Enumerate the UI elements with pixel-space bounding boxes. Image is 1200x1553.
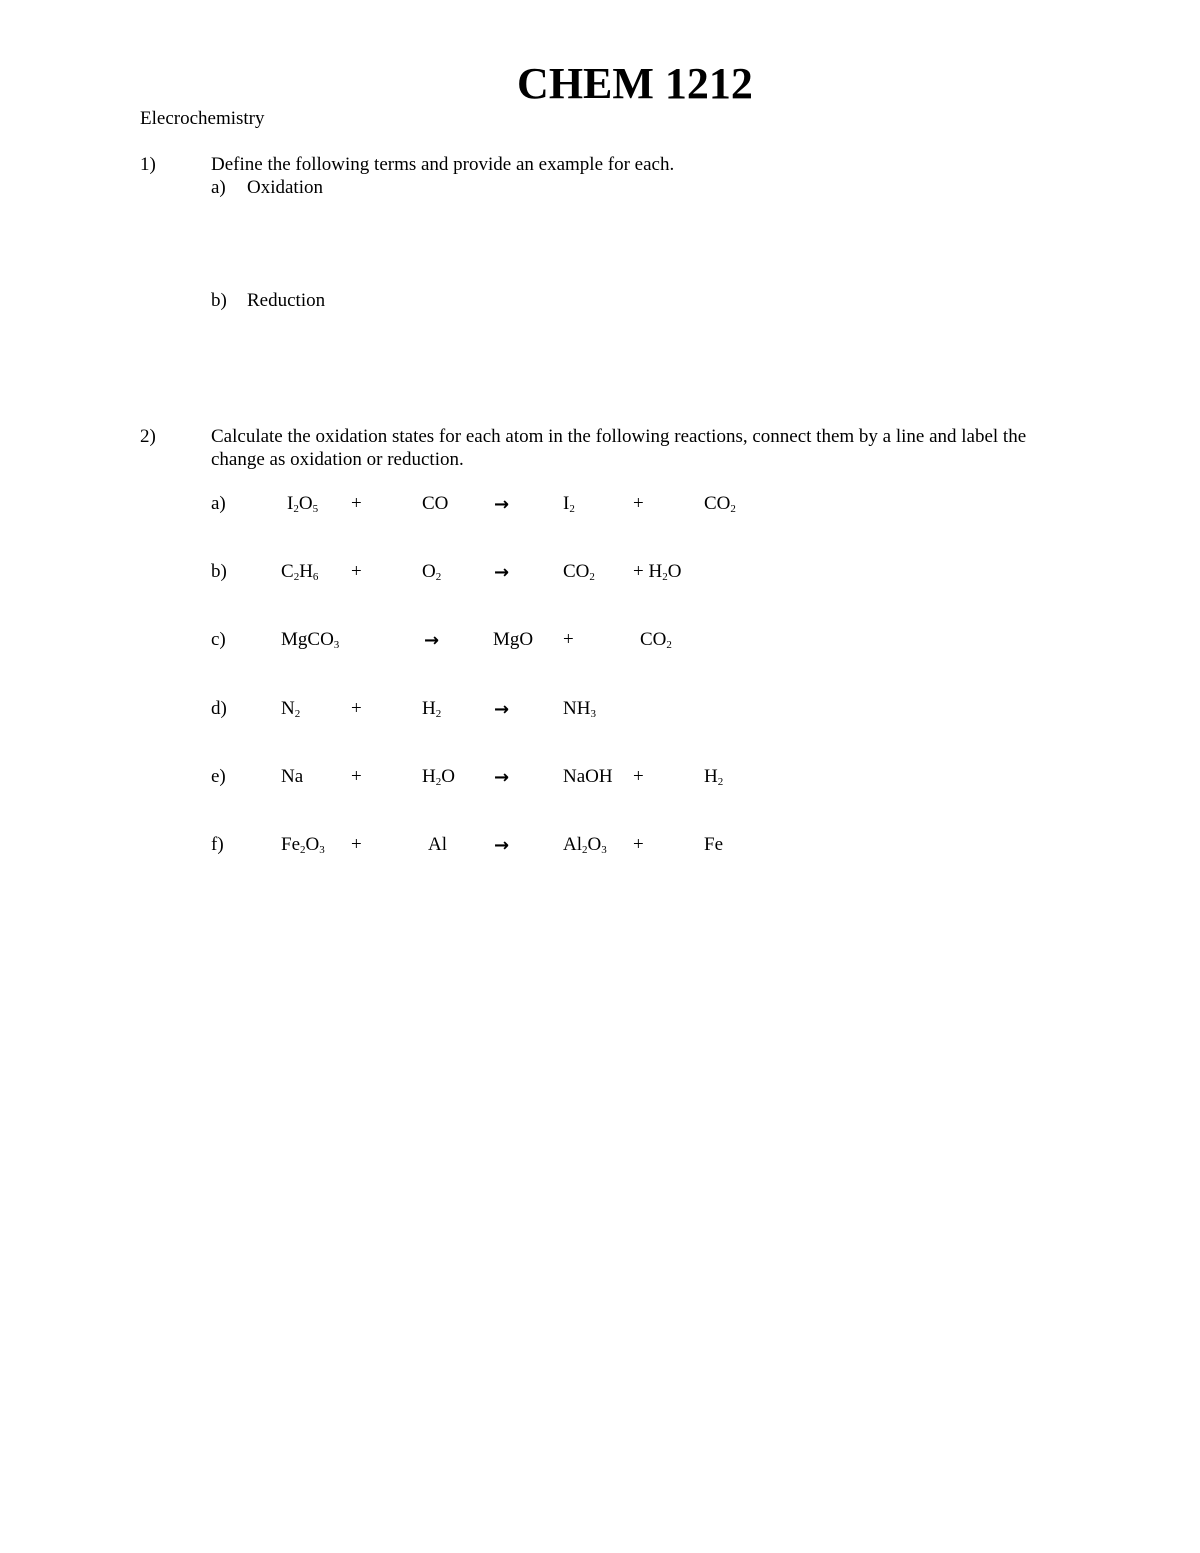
product-formula: $Al_2O_3$: [563, 834, 607, 856]
reactant-formula: $O_2$: [422, 561, 442, 583]
plus-sign: +: [351, 766, 362, 787]
product-formula: $H_2$: [704, 766, 724, 788]
question-2-prompt-line-1: Calculate the oxidation states for each atom in the following reactions, connect them by a line and label the: [211, 426, 1027, 447]
plus-sign: +: [633, 834, 644, 855]
question-1b-label: b): [211, 290, 227, 311]
product-formula: $CO_2$: [640, 629, 672, 651]
product-formula: $CO_2$: [704, 493, 736, 515]
reaction-arrow-icon: →: [494, 767, 510, 788]
plus-sign: +: [633, 493, 644, 514]
product-formula: $I_2$: [563, 493, 575, 515]
product-formula: $NH_3$: [563, 698, 596, 720]
plus-sign: +: [351, 698, 362, 719]
reaction-label: c): [211, 629, 226, 650]
reaction-arrow-icon: →: [494, 562, 510, 583]
reactant-formula: Al: [428, 834, 447, 855]
reaction-arrow-icon: →: [424, 630, 440, 651]
reactant-formula: $I_2O_5$: [287, 493, 319, 515]
reactant-formula: $H_2$: [422, 698, 442, 720]
product-formula: Fe: [704, 834, 723, 855]
question-1b-term: Reduction: [247, 290, 326, 311]
question-1-prompt: Define the following terms and provide an example for each.: [211, 154, 675, 175]
reaction-label: b): [211, 561, 227, 582]
plus-sign: +: [351, 834, 362, 855]
reactant-formula: $C_2H_6$: [281, 561, 319, 583]
plus-sign: +: [351, 561, 362, 582]
reactant-formula: MgCO$_3$: [281, 629, 340, 651]
reaction-arrow-icon: →: [494, 699, 510, 720]
reaction-label: f): [211, 834, 224, 855]
plus-sign: +: [351, 493, 362, 514]
plus-sign: + $H_2O$: [633, 561, 682, 583]
reaction-arrow-icon: →: [494, 494, 510, 515]
product-formula: $CO_2$: [563, 561, 595, 583]
question-1a-label: a): [211, 177, 226, 198]
reactant-formula: $Fe_2O_3$: [281, 834, 325, 856]
product-formula: NaOH: [563, 766, 613, 787]
reaction-label: a): [211, 493, 226, 514]
page-title: CHEM 1212: [517, 59, 753, 108]
question-2-number: 2): [140, 426, 156, 447]
reaction-label: e): [211, 766, 226, 787]
product-formula: MgO: [493, 629, 534, 650]
question-2-prompt-line-2: change as oxidation or reduction.: [211, 449, 464, 470]
document-subtitle: Elecrochemistry: [140, 108, 265, 129]
reactant-formula: $N_2$: [281, 698, 301, 720]
reactant-formula: Na: [281, 766, 304, 787]
question-1a-term: Oxidation: [247, 177, 323, 198]
reaction-arrow-icon: →: [494, 835, 510, 856]
reactant-formula: $H_2O$: [422, 766, 455, 788]
plus-sign: +: [563, 629, 574, 650]
question-1-number: 1): [140, 154, 156, 175]
reaction-label: d): [211, 698, 227, 719]
reactant-formula: CO: [422, 493, 449, 514]
plus-sign: +: [633, 766, 644, 787]
